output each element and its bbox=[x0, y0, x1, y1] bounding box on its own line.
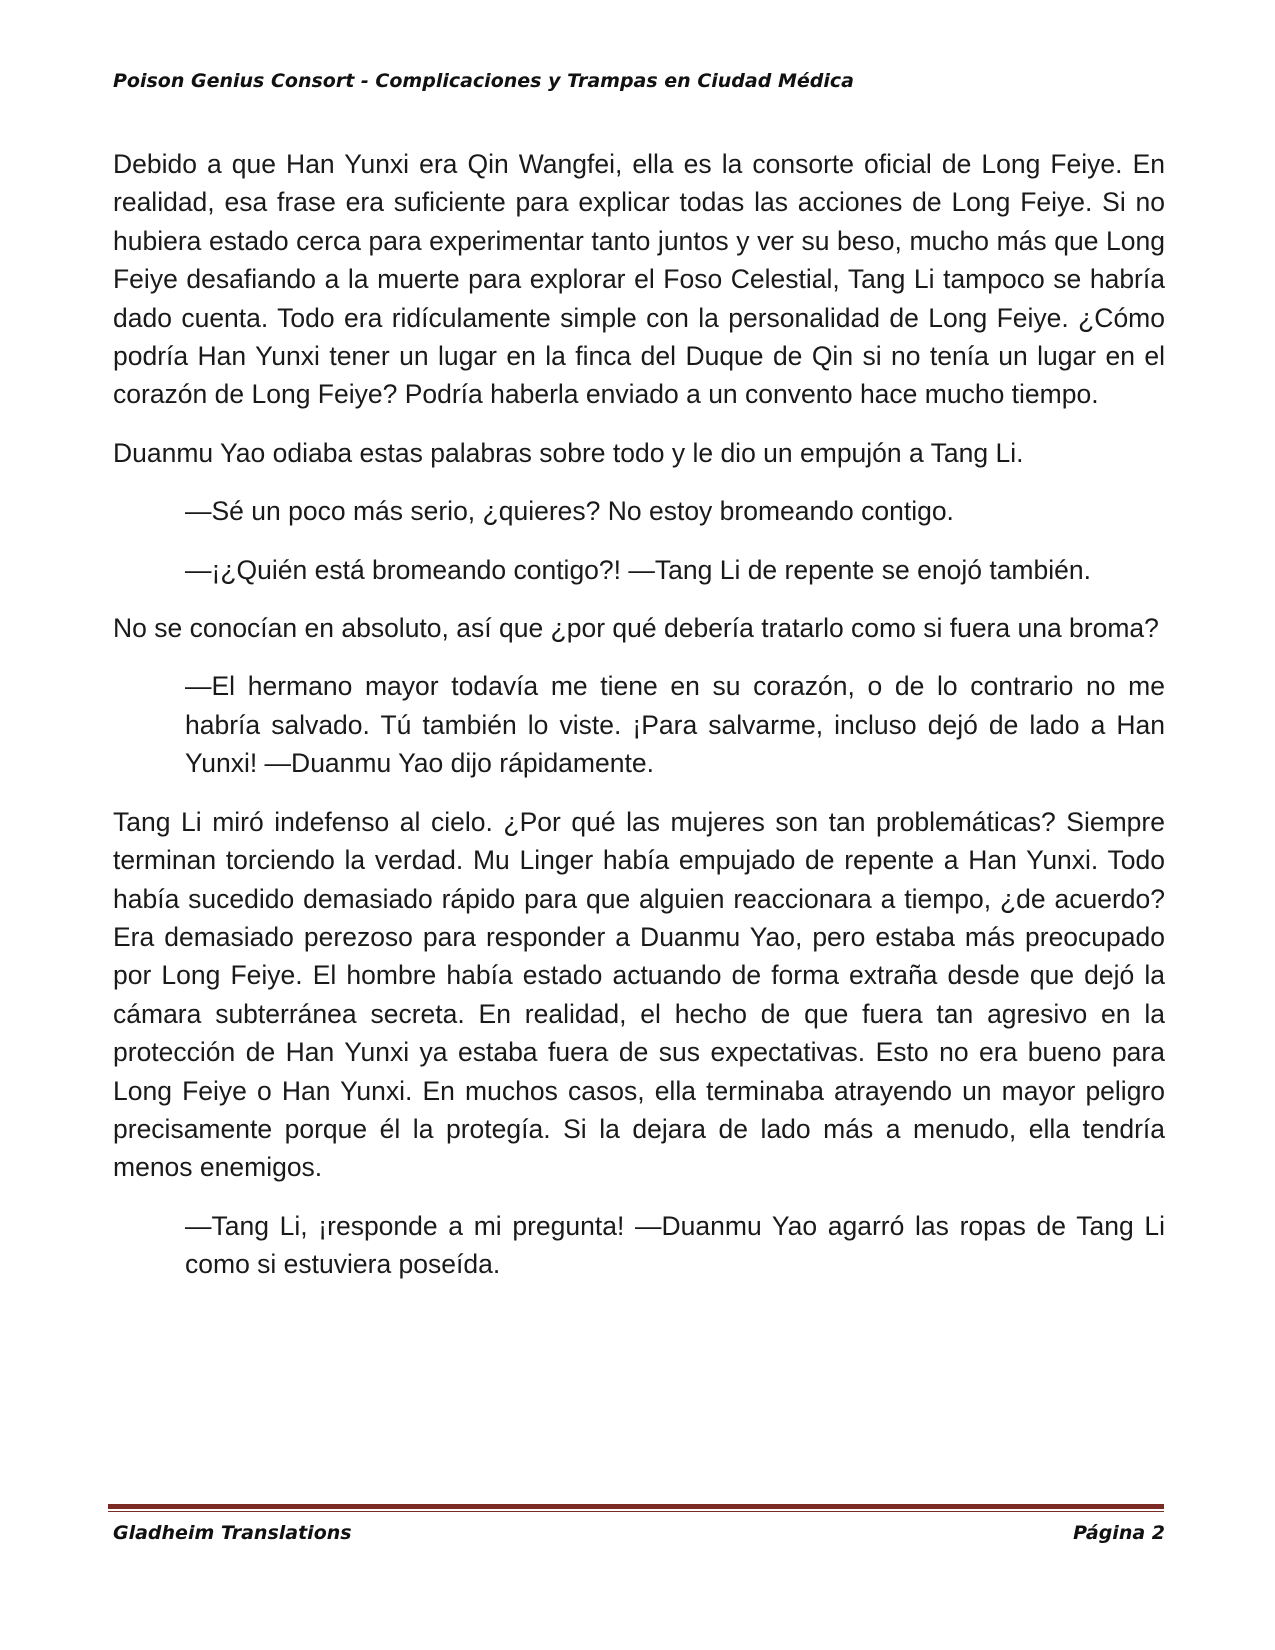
paragraph: Debido a que Han Yunxi era Qin Wangfei, ella es la consorte oficial de Long Feiye. En realidad, esa frase era suficiente para explicar todas las acciones de Long Feiye. Si no hubiera estado cerca para experimentar tanto juntos y ver su beso, mucho más que Long Feiye desafiando a la muerte para explorar el Foso Celestial, Tang Li tampoco se habría dado cuenta. Todo era ridículamente simple con la personalidad de Long Feiye. ¿Cómo podría Han Yunxi tener un lugar en la finca del Duque de Qin si no tenía un lugar en el corazón de Long Feiye? Podría haberla enviado a un convento hace mucho tiempo. bbox=[113, 149, 1165, 410]
dialog-paragraph: —¡¿Quién está bromeando contigo?! —Tang Li de repente se enojó también. bbox=[185, 554, 1091, 585]
paragraph: Duanmu Yao odiaba estas palabras sobre todo y le dio un empujón a Tang Li. bbox=[113, 437, 1024, 468]
dialog-paragraph: —El hermano mayor todavía me tiene en su corazón, o de lo contrario no me habría salvado. Tú también lo viste. ¡Para salvarme, incluso dejó de lado a Han Yunxi! —Duanmu Yao dijo rápidamente. bbox=[185, 671, 1165, 779]
footer-page-number: Página 2 bbox=[1073, 1522, 1165, 1544]
footer-publisher: Gladheim Translations bbox=[113, 1522, 352, 1544]
footer-divider bbox=[108, 1504, 1164, 1509]
paragraph: Tang Li miró indefenso al cielo. ¿Por qué las mujeres son tan problemáticas? Siempre terminan torciendo la verdad. Mu Linger había empujado de repente a Han Yunxi. Todo había sucedido demasiado rápido para que alguien reaccionara a tiempo, ¿de acuerdo? Era demasiado perezoso para responder a Duanmu Yao, pero estaba más preocupado por Long Feiye. El hombre había estado actuando de forma extraña desde que dejó la cámara subterránea secreta. En realidad, el hecho de que fuera tan agresivo en la protección de Han Yunxi ya estaba fuera de sus expectativas. Esto no era bueno para Long Feiye o Han Yunxi. En muchos casos, ella terminaba atrayendo un mayor peligro precisamente porque él la protegía. Si la dejara de lado más a menudo, ella tendría menos enemigos. bbox=[113, 806, 1165, 1183]
page-body bbox=[113, 145, 1165, 1304]
paragraph: No se conocían en absoluto, así que ¿por qué debería tratarlo como si fuera una broma? bbox=[113, 613, 1159, 644]
footer-divider-thin bbox=[108, 1511, 1164, 1512]
dialog-paragraph: —Tang Li, ¡responde a mi pregunta! —Duanmu Yao agarró las ropas de Tang Li como si estuviera poseída. bbox=[185, 1210, 1165, 1280]
page-header-title: Poison Genius Consort - Complicaciones y Trampas en Ciudad Médica bbox=[113, 70, 854, 92]
dialog-paragraph: —Sé un poco más serio, ¿quieres? No estoy bromeando contigo. bbox=[185, 496, 954, 527]
